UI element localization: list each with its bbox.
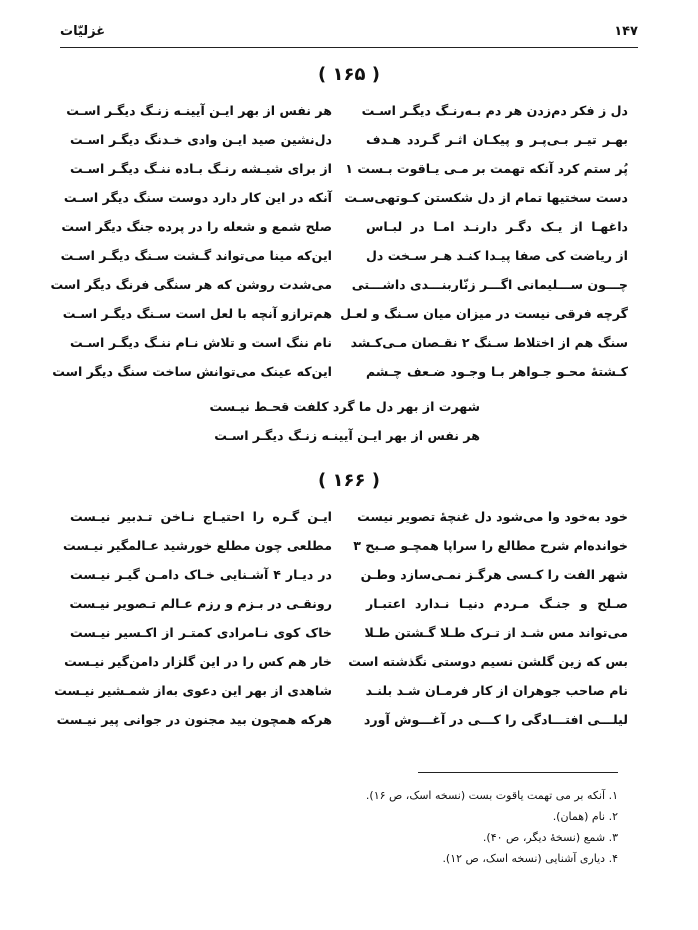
first-hemistich: گرچه فرقی نیست در میزان میان سـنگ و لعـل (340, 306, 628, 321)
footnote: ۴. دیاری آشنایی (نسخه اسک، ص ۱۲). (442, 852, 618, 865)
second-hemistich: این‌که عینک می‌توانش ساخت سنگ دیگر است (52, 364, 332, 379)
second-hemistich: در دیـار ۴ آشـنایی خـاک دامـن گیـر نیـست (70, 567, 332, 582)
second-hemistich: از برای شیـشه رنـگ بـاده ننـگ دیگـر اسـت (70, 161, 332, 176)
couplet (60, 241, 628, 270)
first-hemistich: بس که زین گلشن نسیم دوستی نگذشته است (348, 654, 628, 669)
first-hemistich: صـلح و جنـگ مـردم دنیـا نـدارد اعتبـار (366, 596, 628, 611)
first-hemistich: کـشتهٔ محـو جـواهر بـا وجـود ضـعف چـشم (366, 364, 628, 379)
first-hemistich: پُر ستم کرد آنکه تهمت بر مـی یـاقوت بـست ۱ (345, 161, 628, 176)
couplet (52, 357, 628, 386)
footnotes (80, 785, 618, 869)
second-hemistich: می‌شدت روشن که هر سنگی فرنگ دیگر است (50, 277, 332, 292)
footnote: ۱. آنکه بر می تهمت یاقوت بست (نسخه اسک، ص ۱۶). (365, 789, 618, 802)
first-hemistich: دل ز فکر دم‌زدن هر دم بـه‌رنـگ دیگـر اسـت (361, 103, 628, 118)
second-hemistich: هر نفس از بهر ایـن آیینـه زنـگ دیگـر اسـت (66, 103, 332, 118)
couplet (70, 589, 628, 618)
closing-couplet (0, 392, 698, 450)
first-hemistich: دست سختیها تمام از دل شکستن کـوتهی‌سـت (344, 190, 628, 205)
first-hemistich: از ریاضت کی صفا پیـدا کنـد هـر سـخت دل (365, 248, 628, 263)
second-hemistich: خاک کوی نـامرادی کمتـر از اکـسیر نیـست (70, 625, 332, 640)
couplet (63, 531, 628, 560)
second-hemistich: هم‌ترازو آنچه با لعل است سـنگ دیگـر اسـت (62, 306, 332, 321)
second-hemistich: خار هم کس را در این گلزار دامن‌گیر نیـست (64, 654, 332, 669)
footnote: ۳. شمع (نسخهٔ دیگر، ص ۴۰). (482, 831, 618, 844)
second-hemistich: نام ننگ است و تلاش نـام ننـگ دیگـر اسـت (70, 335, 332, 350)
first-hemistich: خوانده‌ام شرح مطالع را سراپا همچـو صـبح ۳ (353, 538, 628, 553)
couplet (61, 212, 628, 241)
running-header (60, 20, 638, 42)
first-hemistich: داغهـا از یـک دگـر دارنـد امـا در لبـاس (366, 219, 628, 234)
couplet (62, 299, 628, 328)
section-title: غزلیّات (60, 23, 106, 39)
second-hemistich: ایـن گـره را احتیـاج نـاخن تـدبیر نیـست (70, 509, 332, 524)
second-hemistich: هرکه همچون بید مجنون در جوانی پیر نیـست (56, 712, 332, 727)
second-hemistich: مطلعی چون مطلع خورشید عـالمگیر نیـست (63, 538, 332, 553)
first-hemistich: شهرت از بهر دل ما گرد کلفت قحـط نیـست (209, 399, 480, 414)
poem-166-couplets (54, 502, 628, 734)
first-hemistich: شهر الفت را کـسی هرگـز نمـی‌سازد وطـن (360, 567, 628, 582)
first-hemistich: نام صاحب جوهران از کار فرمـان شـد بلنـد (365, 683, 628, 698)
first-hemistich: می‌تواند مس شـد از تـرک طـلا گـشتن طـلا (364, 625, 628, 640)
couplet (66, 96, 628, 125)
couplet (70, 125, 628, 154)
couplet (70, 328, 628, 357)
second-hemistich: شاهدی از بهر این دعوی به‌از شمـشیر نیـست (54, 683, 332, 698)
couplet (70, 502, 628, 531)
first-hemistich: چـــون ســـلیمانی اگـــر زنّاربنـــدی داشـــتی (351, 277, 628, 292)
second-hemistich: آنکه در این کار دارد دوست سنگ دیگر اسـت (63, 190, 332, 205)
couplet (50, 270, 628, 299)
second-hemistich: رونقـی در بـزم و رزم عـالم تـصویر نیـست (69, 596, 332, 611)
first-hemistich: سنگ هم از اختلاط سـنگ ۲ نقـصان مـی‌کـشد (350, 335, 628, 350)
first-hemistich: لیلـــی افتـــادگی را کـــی در آغـــوش آورد (363, 712, 628, 727)
page-number: ۱۴۷ (614, 23, 638, 39)
poem-165-couplets (50, 96, 628, 386)
second-hemistich: صلح شمع و شعله را در پرده جنگ دیگر است (61, 219, 332, 234)
couplet (70, 154, 628, 183)
footnote: ۲. نام (همان). (552, 810, 618, 823)
couplet (63, 183, 628, 212)
couplet (70, 618, 628, 647)
poem-title-166: ( ۱۶۶ ) (318, 470, 380, 491)
couplet (54, 676, 628, 705)
first-hemistich: بهـر تیـر بـی‌پـر و پیکـان اثـر گـردد هـدف (366, 132, 628, 147)
footnote-rule (418, 772, 618, 773)
first-hemistich: خود به‌خود وا می‌شود دل غنچهٔ تصویر نیست (357, 509, 628, 524)
header-rule (60, 47, 638, 48)
couplet (56, 705, 628, 734)
couplet (70, 560, 628, 589)
second-hemistich: این‌که مینا می‌تواند گـشت سـنگ دیگـر اسـت (60, 248, 332, 263)
second-hemistich: هر نفس از بهر ایـن آیینـه زنـگ دیگـر اسـت (214, 428, 480, 443)
second-hemistich: دل‌نشین صید ایـن وادی خـدنگ دیگـر اسـت (70, 132, 332, 147)
couplet (64, 647, 628, 676)
poem-title-165: ( ۱۶۵ ) (318, 64, 380, 85)
